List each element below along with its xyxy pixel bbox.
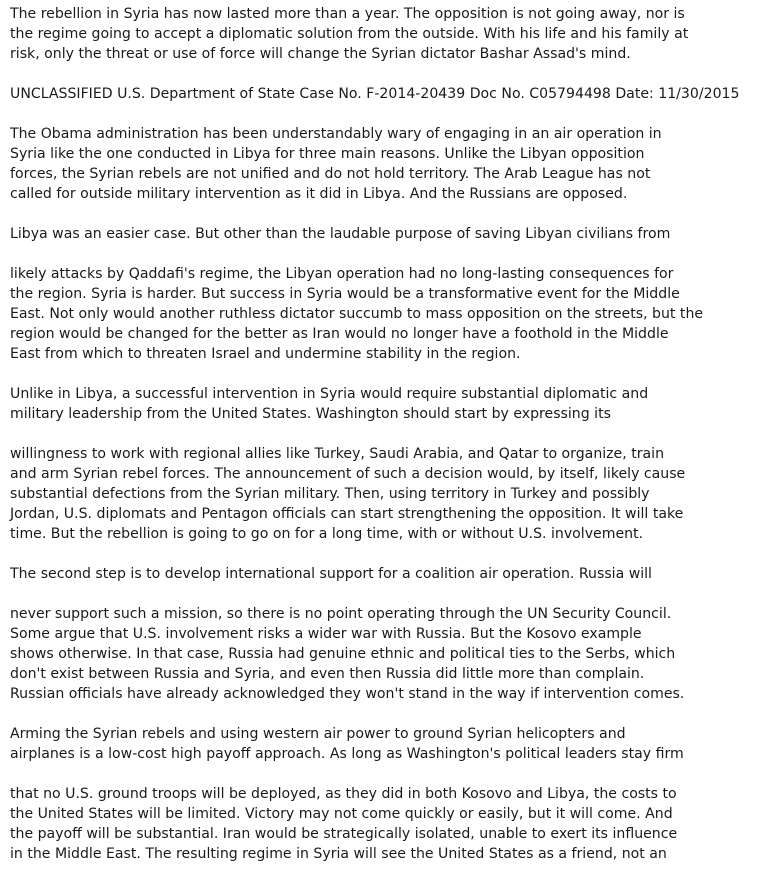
classification-header	[10, 84, 761, 104]
text-line: that no U.S. ground troops will be deployed, as they did in both Kosovo and Libya, the costs to	[10, 786, 677, 802]
paragraph	[10, 444, 761, 544]
text-line: The Obama administration has been understandably wary of engaging in an air operation in	[10, 126, 662, 142]
text-line: Arming the Syrian rebels and using western air power to ground Syrian helicopters and	[10, 726, 626, 742]
text-line: substantial defections from the Syrian military. Then, using territory in Turkey and possibly	[10, 486, 650, 502]
paragraph	[10, 784, 761, 864]
text-line: Libya was an easier case. But other than the laudable purpose of saving Libyan civilians from	[10, 226, 671, 242]
text-line: The second step is to develop international support for a coalition air operation. Russia will	[10, 566, 652, 582]
paragraph	[10, 564, 761, 584]
text-line: never support such a mission, so there is no point operating through the UN Security Council.	[10, 606, 672, 622]
text-line: Syria like the one conducted in Libya for three main reasons. Unlike the Libyan opposition	[10, 146, 645, 162]
text-line: time. But the rebellion is going to go on for a long time, with or without U.S. involvement.	[10, 526, 644, 542]
text-line: UNCLASSIFIED U.S. Department of State Case No. F-2014-20439 Doc No. C05794498 Date: 11/30/2015	[10, 86, 740, 102]
text-line: military leadership from the United States. Washington should start by expressing its	[10, 406, 611, 422]
text-line: willingness to work with regional allies like Turkey, Saudi Arabia, and Qatar to organize, train	[10, 446, 664, 462]
text-line: the region. Syria is harder. But success in Syria would be a transformative event for the Middle	[10, 286, 680, 302]
document-body	[10, 4, 761, 884]
text-line: risk, only the threat or use of force will change the Syrian dictator Bashar Assad's mind.	[10, 46, 631, 62]
text-line: likely attacks by Qaddafi's regime, the Libyan operation had no long-lasting consequences for	[10, 266, 674, 282]
text-line: and arm Syrian rebel forces. The announcement of such a decision would, by itself, likely cause	[10, 466, 686, 482]
paragraph	[10, 604, 761, 704]
paragraph	[10, 224, 761, 244]
paragraph	[10, 724, 761, 764]
text-line: don't exist between Russia and Syria, and even then Russia did little more than complain.	[10, 666, 645, 682]
text-line: region would be changed for the better as Iran would no longer have a foothold in the Middle	[10, 326, 669, 342]
text-line: the payoff will be substantial. Iran would be strategically isolated, unable to exert its influence	[10, 826, 678, 842]
text-line: the United States will be limited. Victory may not come quickly or easily, but it will come. And	[10, 806, 673, 822]
text-line: East. Not only would another ruthless dictator succumb to mass opposition on the streets, but the	[10, 306, 704, 322]
paragraph	[10, 4, 761, 64]
text-line: Unlike in Libya, a successful intervention in Syria would require substantial diplomatic and	[10, 386, 649, 402]
text-line: in the Middle East. The resulting regime in Syria will see the United States as a friend, not an	[10, 846, 667, 862]
paragraph	[10, 124, 761, 204]
text-line: the regime going to accept a diplomatic solution from the outside. With his life and his family at	[10, 26, 689, 42]
text-line: shows otherwise. In that case, Russia had genuine ethnic and political ties to the Serbs, which	[10, 646, 676, 662]
text-line: The rebellion in Syria has now lasted more than a year. The opposition is not going away, nor is	[10, 6, 685, 22]
text-line: East from which to threaten Israel and undermine stability in the region.	[10, 346, 521, 362]
text-line: Jordan, U.S. diplomats and Pentagon officials can start strengthening the opposition. It will take	[10, 506, 684, 522]
paragraph	[10, 264, 761, 364]
text-line: forces, the Syrian rebels are not unified and do not hold territory. The Arab League has not	[10, 166, 651, 182]
text-line: airplanes is a low-cost high payoff approach. As long as Washington's political leaders stay firm	[10, 746, 684, 762]
text-line: called for outside military intervention as it did in Libya. And the Russians are opposed.	[10, 186, 628, 202]
text-line: Some argue that U.S. involvement risks a wider war with Russia. But the Kosovo example	[10, 626, 642, 642]
text-line: Russian officials have already acknowledged they won't stand in the way if intervention comes.	[10, 686, 685, 702]
paragraph	[10, 384, 761, 424]
